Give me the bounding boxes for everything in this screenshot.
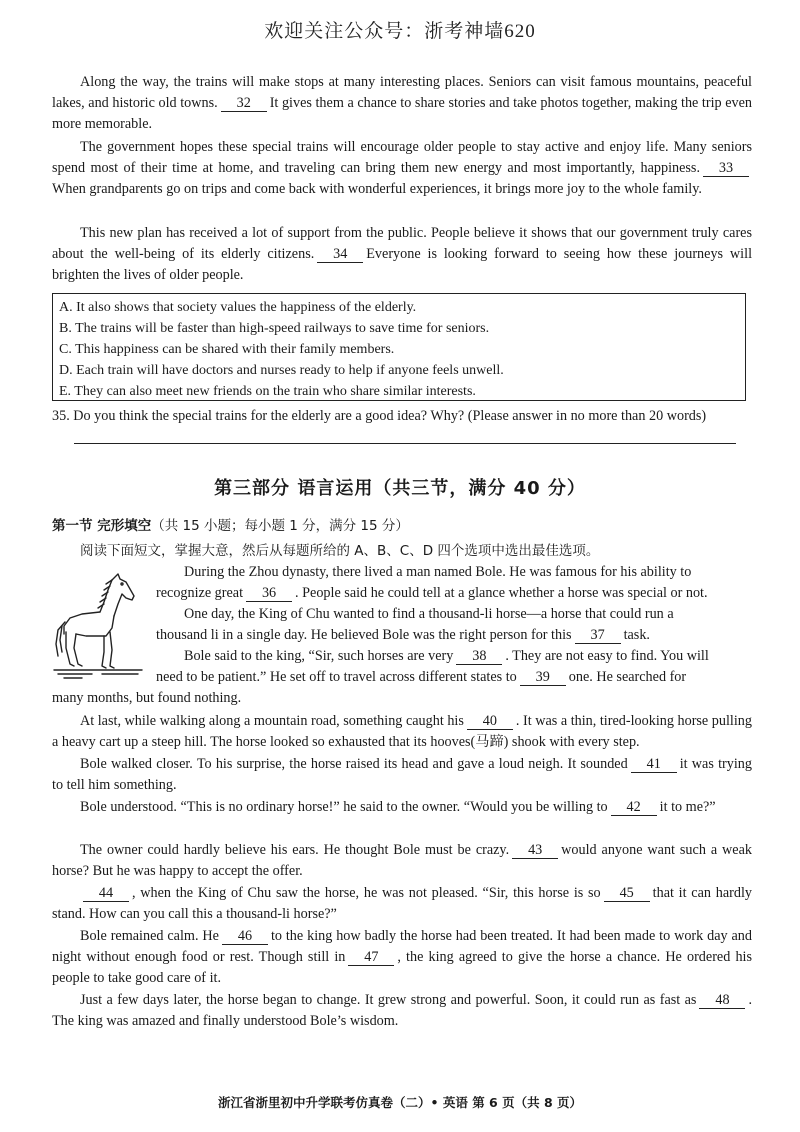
blank-36[interactable]: 36 [246, 586, 292, 602]
option-b: B. The trains will be faster than high-speed railways to save time for seniors. [59, 321, 490, 336]
cloze-line-6: need to be patient.” He set off to travel across different states to 39 one. He searched for [156, 669, 687, 685]
cloze-paragraph-6: Bole understood. “This is no ordinary horse!” he said to the owner. “Would you be willing to 42 it to me?” [80, 799, 716, 815]
cloze-line-1: During the Zhou dynasty, there lived a man named Bole. He was famous for his ability to [184, 564, 692, 580]
horse-illustration-icon [52, 570, 144, 680]
options-box [52, 293, 746, 401]
question-35: 35. Do you think the special trains for the elderly are a good idea? Why? (Please answer in no more than 20 words) [52, 408, 707, 424]
cloze-line-2: recognize great 36 . People said he could tell at a glance whether a horse was special or not. [156, 585, 708, 601]
blank-32[interactable]: 32 [221, 96, 267, 112]
blank-40[interactable]: 40 [467, 714, 513, 730]
cloze-line-3: One day, the King of Chu wanted to find a thousand-li horse—a horse that could run a [184, 606, 674, 622]
cloze-paragraph-9: Bole remained calm. He 46 to the king how badly the horse had been treated. It had been made to work day and night without enough food or rest. Though still in 47 , the king agreed to give the horse a chance. He ordered his people to take good care of it. [52, 928, 752, 986]
page-header: 欢迎关注公众号：浙考神墙620 [264, 21, 536, 42]
cloze-line-7: many months, but found nothing. [52, 690, 242, 706]
answer-line-35[interactable] [74, 443, 736, 444]
cloze-line-5: Bole said to the king, “Sir, such horses are very 38 . They are not easy to find. You will [184, 648, 709, 664]
blank-33[interactable]: 33 [703, 161, 749, 177]
passage-paragraph-3: This new plan has received a lot of support from the public. People believe it shows that our government truly cares about the well-being of its elderly citizens. 34 Everyone is looking forward to seeing how these journeys will brighten the lives of older people. [52, 225, 753, 283]
blank-42[interactable]: 42 [611, 800, 657, 816]
blank-44[interactable]: 44 [83, 886, 129, 902]
blank-37[interactable]: 37 [575, 628, 621, 644]
passage-paragraph-1: Along the way, the trains will make stops at many interesting places. Seniors can visit famous mountains, peaceful lakes, and historic old towns. 32 It gives them a chance to share stories and take photos together, making the trip even more memorable. [52, 74, 753, 132]
blank-48[interactable]: 48 [699, 993, 745, 1009]
cloze-paragraph-10: Just a few days later, the horse began to change. It grew strong and powerful. Soon, it could run as fast as 48 . The king was amazed and finally understood Bole’s wisdom. [52, 992, 752, 1029]
instruction-text: 阅读下面短文，掌握大意，然后从每题所给的 A、B、C、D 四个选项中选出最佳选项。 [80, 543, 600, 559]
cloze-paragraph-4: At last, while walking along a mountain road, something caught his 40 . It was a thin, tired-looking horse pulling a heavy cart up a steep hill. The horse looked so exhausted that its hooves(马蹄) shook with every step. [52, 713, 752, 750]
blank-43[interactable]: 43 [512, 843, 558, 859]
passage-paragraph-2: The government hopes these special trains will encourage older people to stay active and enjoy life. Many seniors spend most of their time at home, and traveling can bring them new energy and most importantly, happiness. 33When grandparents go on trips and come back with wonderful experiences, it brings more joy to the whole family. [52, 139, 752, 197]
blank-47[interactable]: 47 [348, 950, 394, 966]
cloze-paragraph-5: Bole walked closer. To his surprise, the horse raised its head and gave a loud neigh. It sounded 41 it was trying to tell him something. [52, 756, 752, 793]
cloze-paragraph-8: 44 , when the King of Chu saw the horse, he was not pleased. “Sir, this horse is so 45 that it can hardly stand. How can you call this a thousand-li horse?” [52, 885, 752, 922]
section-title: 第三部分 语言运用（共三节，满分 40 分） [214, 478, 586, 499]
option-c: C. This happiness can be shared with their family members. [59, 342, 395, 357]
page-footer: 浙江省浙里初中升学联考仿真卷（二）• 英语 第 6 页（共 8 页） [218, 1095, 582, 1110]
option-a: A. It also shows that society values the happiness of the elderly. [59, 300, 417, 315]
blank-34[interactable]: 34 [317, 247, 363, 263]
option-e: E. They can also meet new friends on the train who share similar interests. [59, 384, 476, 399]
blank-41[interactable]: 41 [631, 757, 677, 773]
cloze-paragraph-7: The owner could hardly believe his ears. He thought Bole must be crazy. 43 would anyone want such a weak horse? But he was happy to accept the offer. [52, 842, 752, 879]
blank-46[interactable]: 46 [222, 929, 268, 945]
blank-39[interactable]: 39 [520, 670, 566, 686]
sub-section-title: 第一节 完形填空（共 15 小题；每小题 1 分，满分 15 分） [52, 518, 409, 534]
option-d: D. Each train will have doctors and nurses ready to help if anyone feels unwell. [59, 363, 504, 378]
cloze-line-4: thousand li in a single day. He believed Bole was the right person for this 37 task. [156, 627, 650, 643]
blank-38[interactable]: 38 [456, 649, 502, 665]
blank-45[interactable]: 45 [604, 886, 650, 902]
